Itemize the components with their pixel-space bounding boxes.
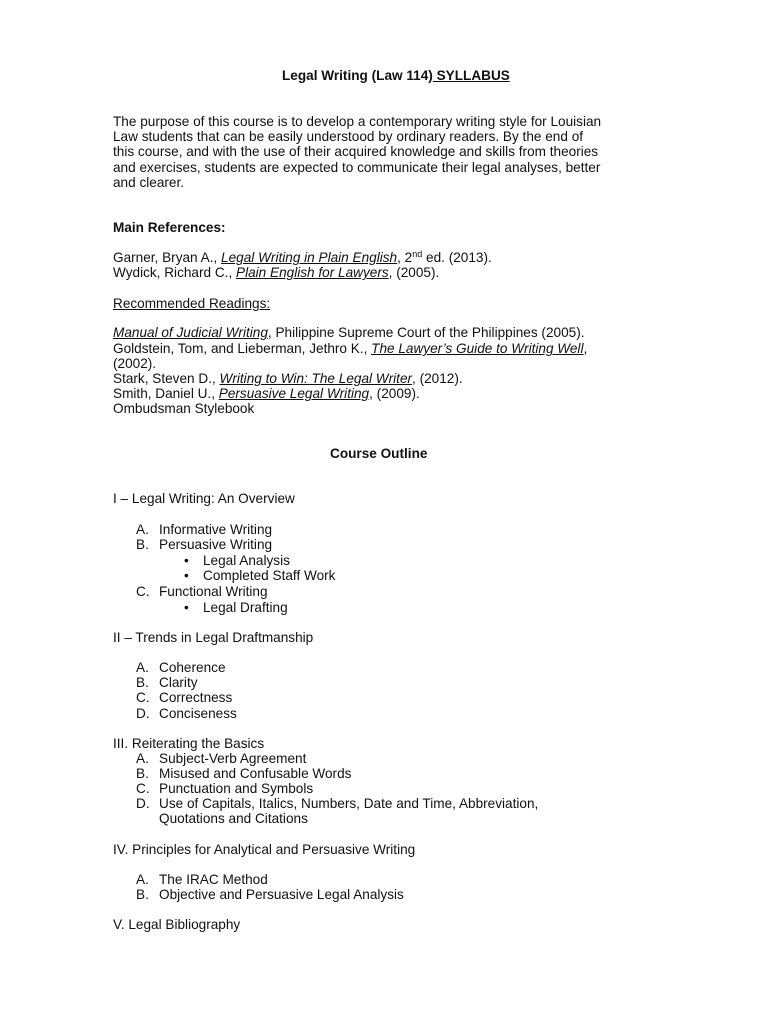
reference-item bbox=[113, 265, 439, 280]
outline-item: Functional Writing bbox=[159, 584, 268, 599]
reference-edition-suffix: nd bbox=[412, 249, 423, 259]
recommended-readings-heading: Recommended Readings: bbox=[113, 296, 271, 311]
outline-item: Informative Writing bbox=[159, 522, 273, 537]
outline-item-label: B. bbox=[136, 675, 149, 690]
outline-item-label: D. bbox=[136, 796, 150, 811]
outline-item: Subject-Verb Agreement bbox=[159, 751, 307, 766]
outline-section-title: III. Reiterating the Basics bbox=[113, 736, 265, 751]
outline-section-title: II – Trends in Legal Draftmanship bbox=[113, 630, 314, 645]
reading-item bbox=[113, 325, 585, 340]
outline-bullet-item: • Legal Analysis bbox=[203, 553, 290, 568]
main-references-heading: Main References: bbox=[113, 220, 226, 235]
intro-line: and exercises, students are expected to communicate their legal analyses, better bbox=[113, 159, 601, 175]
outline-item-label: B. bbox=[136, 887, 149, 902]
outline-item: Correctness bbox=[159, 690, 233, 705]
course-outline-heading: Course Outline bbox=[330, 446, 428, 461]
outline-item: Punctuation and Symbols bbox=[159, 781, 314, 796]
outline-item: Conciseness bbox=[159, 706, 237, 721]
reference-rest: ed. (2013). bbox=[422, 250, 492, 265]
reading-title: Manual of Judicial Writing bbox=[113, 325, 268, 340]
outline-item-continued: Quotations and Citations bbox=[159, 811, 308, 826]
reference-rest: , (2005). bbox=[388, 265, 440, 280]
reading-item bbox=[113, 341, 587, 356]
outline-section-title: I – Legal Writing: An Overview bbox=[113, 491, 295, 506]
reference-author: Wydick, Richard C., bbox=[113, 265, 237, 280]
intro-line: The purpose of this course is to develop a contemporary writing style for Louisian bbox=[113, 114, 602, 129]
reading-title: Persuasive Legal Writing bbox=[218, 386, 370, 401]
outline-item-label: A. bbox=[136, 872, 149, 887]
outline-section-title: V. Legal Bibliography bbox=[113, 917, 241, 932]
reading-item bbox=[113, 371, 463, 386]
outline-item-label: B. bbox=[136, 766, 149, 781]
reference-author: Garner, Bryan A., bbox=[113, 250, 222, 265]
reference-edition: , 2 bbox=[397, 250, 413, 265]
reading-author: Smith, Daniel U., bbox=[113, 386, 219, 401]
intro-line: and clearer. bbox=[113, 174, 185, 190]
intro-line: this course, and with the use of their acquired knowledge and skills from theories bbox=[113, 144, 599, 160]
reading-author: Goldstein, Tom, and Lieberman, Jethro K., bbox=[113, 341, 372, 356]
outline-item-label: A. bbox=[136, 751, 149, 766]
reading-author: Stark, Steven D., bbox=[113, 371, 220, 386]
reading-item-continued: (2002). bbox=[113, 356, 157, 371]
outline-item-label: C. bbox=[136, 690, 150, 705]
outline-item-label: A. bbox=[136, 660, 149, 675]
reading-item: Ombudsman Stylebook bbox=[113, 401, 255, 416]
reading-rest: , Philippine Supreme Court of the Philippines (2005). bbox=[267, 325, 585, 340]
reading-item bbox=[113, 386, 420, 401]
outline-item: Persuasive Writing bbox=[159, 537, 273, 552]
reading-title: Writing to Win: The Legal Writer bbox=[219, 371, 413, 386]
reading-rest: , (2009). bbox=[369, 386, 420, 401]
outline-item: The IRAC Method bbox=[159, 872, 268, 887]
page-title-main: Legal Writing (Law 114) bbox=[282, 68, 433, 83]
page-title-syllabus: SYLLABUS bbox=[432, 68, 510, 83]
outline-bullet-item: • Completed Staff Work bbox=[203, 568, 335, 583]
outline-bullet-item: • Legal Drafting bbox=[203, 600, 288, 615]
outline-item-label: C. bbox=[136, 584, 150, 599]
outline-item: Misused and Confusable Words bbox=[159, 766, 352, 781]
reading-rest: , bbox=[583, 341, 588, 356]
intro-paragraph bbox=[113, 114, 658, 190]
reference-title: Plain English for Lawyers bbox=[236, 265, 389, 280]
outline-item-label: C. bbox=[136, 781, 150, 796]
reference-item bbox=[113, 250, 492, 265]
reading-title: The Lawyer’s Guide to Writing Well bbox=[371, 341, 584, 356]
reference-title: Legal Writing in Plain English bbox=[221, 250, 398, 265]
outline-item: Use of Capitals, Italics, Numbers, Date and Time, Abbreviation, bbox=[159, 796, 539, 811]
outline-item-label: A. bbox=[136, 522, 149, 537]
outline-section-title: IV. Principles for Analytical and Persuasive Writing bbox=[113, 842, 416, 857]
reading-rest: , (2012). bbox=[412, 371, 463, 386]
outline-item-label: B. bbox=[136, 537, 149, 552]
outline-item: Coherence bbox=[159, 660, 226, 675]
outline-item: Objective and Persuasive Legal Analysis bbox=[159, 887, 404, 902]
page-title bbox=[282, 68, 510, 83]
outline-item-label: D. bbox=[136, 706, 150, 721]
intro-line: Law students that can be easily understood by ordinary readers. By the end of bbox=[113, 129, 584, 145]
outline-item: Clarity bbox=[159, 675, 198, 690]
